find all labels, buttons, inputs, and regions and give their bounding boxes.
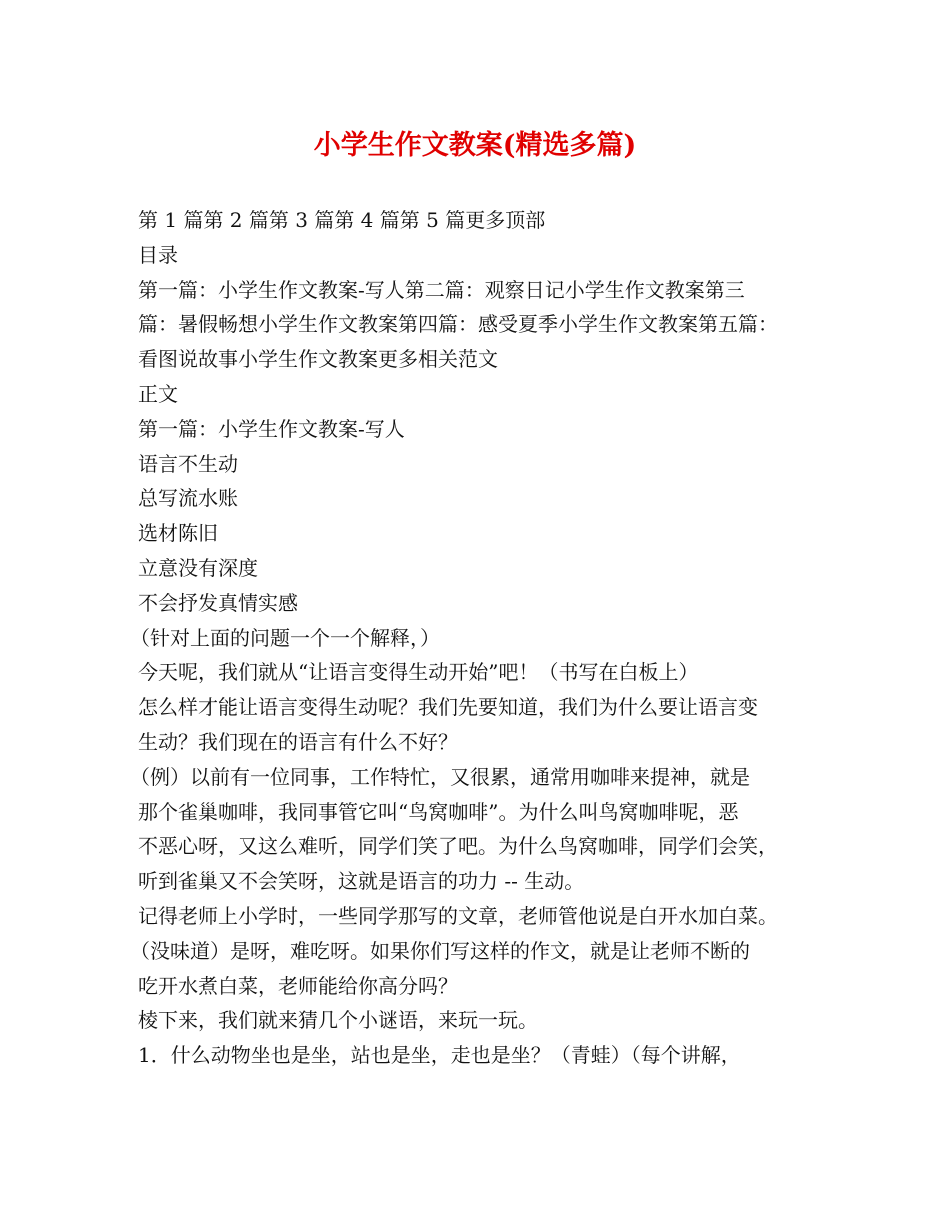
text-line-contents-2: 篇：暑假畅想小学生作文教案第四篇：感受夏季小学生作文教案第五篇： (138, 312, 778, 337)
text-line-paragraph-5: 棱下来，我们就来猜几个小谜语，来玩一玩。 (138, 1008, 538, 1033)
text-line-problem-3: 选材陈旧 (138, 521, 218, 546)
text-line-problem-2: 总写流水账 (138, 486, 238, 511)
document-title: 小学生作文教案(精选多篇) (313, 130, 637, 161)
text-line-paragraph-4a: 记得老师上小学时，一些同学那写的文章，老师管他说是白开水加白菜。 (138, 903, 778, 928)
text-line-riddle-1: 1．什么动物坐也是坐，站也是坐，走也是坐？（青蛙）（每个讲解， (138, 1043, 741, 1068)
text-line-paragraph-4b: （没味道）是呀，难吃呀。如果你们写这样的作文，就是让老师不断的 (130, 938, 750, 963)
text-line-problem-5: 不会抒发真情实感 (138, 590, 298, 615)
text-line-problem-4: 立意没有深度 (138, 555, 258, 580)
text-line-contents-3: 看图说故事小学生作文教案更多相关范文 (138, 347, 498, 372)
text-line-paragraph-3b: 那个雀巢咖啡，我同事管它叫“鸟窝咖啡”。为什么叫鸟窝咖啡呢，恶 (138, 799, 739, 824)
text-line-toc-links: 第 1 篇第 2 篇第 3 篇第 4 篇第 5 篇更多顶部 (138, 208, 546, 232)
text-line-contents-1: 第一篇：小学生作文教案-写人第二篇：观察日记小学生作文教案第三 (138, 277, 745, 302)
text-line-note: （针对上面的问题一个一个解释，） (130, 625, 440, 650)
document-body (130, 203, 828, 1073)
text-line-paragraph-3d: 听到雀巢又不会笑呀，这就是语言的功力 -- 生动。 (138, 869, 585, 894)
text-line-paragraph-4c: 吃开水煮白菜，老师能给你高分吗？ (138, 973, 458, 998)
text-line-paragraph-3a: （例）以前有一位同事，工作特忙，又很累，通常用咖啡来提神，就是 (130, 764, 750, 789)
text-line-problem-1: 语言不生动 (138, 451, 238, 476)
text-line-paragraph-2b: 生动？我们现在的语言有什么不好？ (138, 729, 458, 754)
text-line-contents-heading: 目录 (138, 242, 178, 267)
text-line-main-heading: 正文 (138, 381, 178, 406)
text-line-chapter-heading: 第一篇：小学生作文教案-写人 (138, 416, 405, 441)
text-line-paragraph-1: 今天呢，我们就从“让语言变得生动开始”吧！（书写在白板上） (138, 660, 699, 685)
text-line-paragraph-2a: 怎么样才能让语言变得生动呢？我们先要知道，我们为什么要让语言变 (138, 695, 758, 720)
text-line-paragraph-3c: 不恶心呀，又这么难听，同学们笑了吧。为什么鸟窝咖啡，同学们会笑， (138, 834, 778, 859)
